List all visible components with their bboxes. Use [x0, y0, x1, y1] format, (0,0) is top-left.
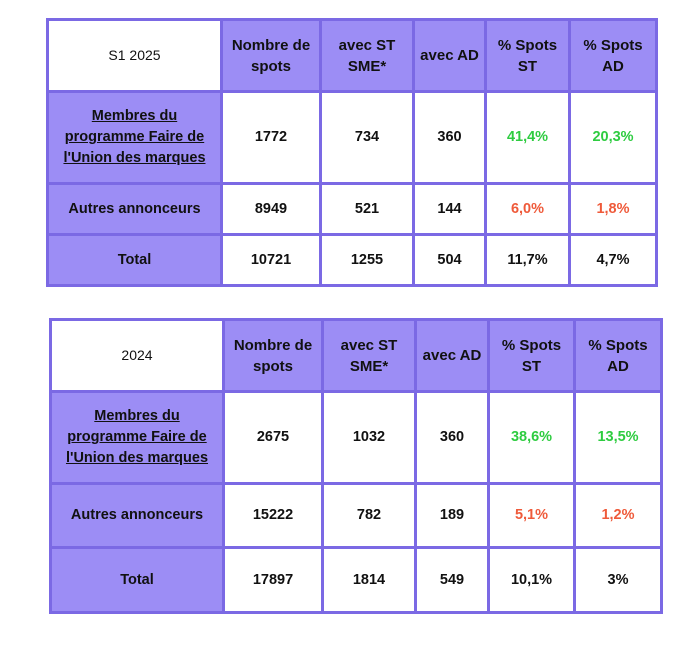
table-row [51, 548, 662, 613]
cell-pct-ad: 1,8% [570, 184, 657, 235]
cell-pct-st: 11,7% [486, 235, 570, 286]
cell-pct-st: 5,1% [489, 484, 575, 548]
period-label: S1 2025 [48, 20, 222, 92]
cell-pct-ad: 4,7% [570, 235, 657, 286]
cell-pct-ad: 1,2% [575, 484, 662, 548]
table-row [51, 392, 662, 484]
cell-with-st: 1032 [323, 392, 416, 484]
members-program-link[interactable]: Membres du programme Faire de l'Union des marques [65, 408, 209, 466]
table-row [48, 184, 657, 235]
cell-spot-count: 8949 [222, 184, 321, 235]
column-header-spot-count: Nombre de spots [222, 20, 321, 92]
cell-pct-st: 10,1% [489, 548, 575, 613]
row-header-members[interactable] [48, 92, 222, 184]
cell-pct-st: 6,0% [486, 184, 570, 235]
column-header-pct-ad: % Spots AD [575, 320, 662, 392]
row-header-other-advertisers: Autres annonceurs [51, 484, 224, 548]
column-header-with-st: avec ST SME* [321, 20, 414, 92]
column-header-spot-count: Nombre de spots [224, 320, 323, 392]
cell-with-st: 734 [321, 92, 414, 184]
cell-with-st: 782 [323, 484, 416, 548]
row-header-other-advertisers: Autres annonceurs [48, 184, 222, 235]
cell-with-st: 1814 [323, 548, 416, 613]
cell-spot-count: 2675 [224, 392, 323, 484]
cell-with-ad: 189 [416, 484, 489, 548]
cell-pct-ad: 20,3% [570, 92, 657, 184]
cell-with-ad: 504 [414, 235, 486, 286]
column-header-pct-ad: % Spots AD [570, 20, 657, 92]
cell-with-st: 1255 [321, 235, 414, 286]
column-header-with-ad: avec AD [414, 20, 486, 92]
stats-table-s1-2025 [46, 18, 658, 287]
column-header-pct-st: % Spots ST [489, 320, 575, 392]
row-header-total: Total [51, 548, 224, 613]
table-row [48, 235, 657, 286]
column-header-pct-st: % Spots ST [486, 20, 570, 92]
cell-spot-count: 15222 [224, 484, 323, 548]
cell-spot-count: 17897 [224, 548, 323, 613]
cell-pct-ad: 13,5% [575, 392, 662, 484]
cell-pct-st: 38,6% [489, 392, 575, 484]
cell-with-ad: 360 [416, 392, 489, 484]
cell-with-ad: 144 [414, 184, 486, 235]
cell-spot-count: 1772 [222, 92, 321, 184]
row-header-members[interactable] [51, 392, 224, 484]
cell-pct-st: 41,4% [486, 92, 570, 184]
cell-spot-count: 10721 [222, 235, 321, 286]
table-row [48, 92, 657, 184]
cell-pct-ad: 3% [575, 548, 662, 613]
table-row [51, 484, 662, 548]
cell-with-ad: 360 [414, 92, 486, 184]
cell-with-st: 521 [321, 184, 414, 235]
column-header-with-st: avec ST SME* [323, 320, 416, 392]
stats-table-2024 [49, 318, 663, 614]
cell-with-ad: 549 [416, 548, 489, 613]
period-label: 2024 [51, 320, 224, 392]
members-program-link[interactable]: Membres du programme Faire de l'Union des marques [63, 108, 206, 166]
column-header-with-ad: avec AD [416, 320, 489, 392]
row-header-total: Total [48, 235, 222, 286]
